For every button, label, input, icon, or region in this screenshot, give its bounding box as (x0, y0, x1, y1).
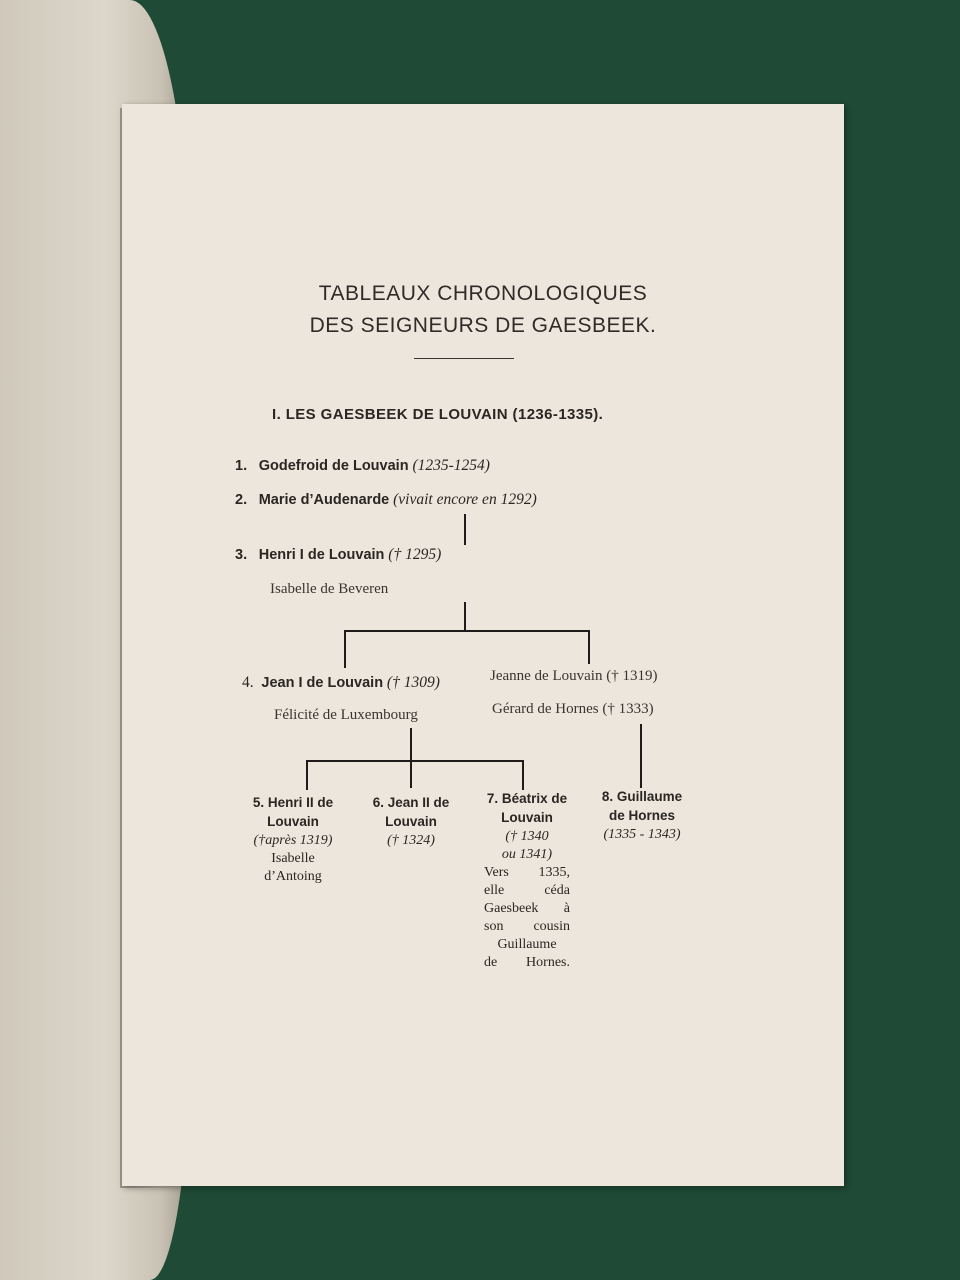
jeanne-entry: Jeanne de Louvain († 1319) (490, 668, 658, 684)
entry-3-name: Henri I de Louvain (258, 547, 385, 563)
child-6-title-1: 6. Jean II de (372, 795, 450, 810)
entry-4 (242, 674, 440, 692)
child-7-note-line-4: son cousin (484, 919, 570, 934)
child-7-note (484, 864, 570, 972)
child-8-title-2: de Hornes (608, 808, 676, 823)
child-6 (356, 794, 466, 850)
entry-2 (235, 491, 537, 509)
section-heading: I. LES GAESBEEK DE LOUVAIN (1236-1335). (272, 406, 604, 423)
child-5-spouse-2: d’Antoing (264, 869, 322, 884)
line-to-jeanne (588, 630, 590, 664)
entry-3-spouse: Isabelle de Beveren (270, 581, 389, 597)
child-7-title-2: Louvain (501, 810, 553, 825)
child-5-title-1: 5. Henri II de (252, 795, 334, 810)
entry-3-dates: († 1295) (388, 546, 442, 563)
line-3-down (464, 602, 466, 632)
line-2-to-3 (464, 514, 466, 545)
entry-2-dates: (vivait encore en 1292) (393, 491, 537, 508)
line-3-branch (344, 630, 590, 632)
child-5-spouse-1: Isabelle (271, 851, 315, 866)
line-to-child-5 (306, 760, 308, 790)
line-to-child-7 (522, 760, 524, 790)
entry-1-name: Godefroid de Louvain (258, 458, 409, 474)
page-title-line-2: DES SEIGNEURS DE GAESBEEK. (309, 314, 657, 337)
entry-1-dates: (1235-1254) (412, 457, 490, 474)
entry-2-number: 2. (235, 492, 248, 508)
entry-2-name: Marie d’Audenarde (258, 492, 390, 508)
child-7-note-line-2: elle céda (484, 883, 570, 898)
child-7 (472, 790, 582, 972)
line-to-entry-4 (344, 630, 346, 668)
entry-4-spouse: Félicité de Luxembourg (274, 707, 418, 723)
child-5 (234, 794, 352, 886)
entry-1 (235, 457, 490, 475)
child-8-title-1: 8. Guillaume (601, 789, 683, 804)
child-6-dates: († 1324) (387, 833, 435, 848)
line-4-down (410, 728, 412, 762)
child-5-title-2: Louvain (267, 814, 319, 829)
child-7-title-1: 7. Béatrix de (486, 791, 568, 806)
entry-4-name: Jean I de Louvain (261, 675, 384, 691)
child-5-dates: (†après 1319) (253, 833, 333, 848)
jeanne-spouse: Gérard de Hornes († 1333) (492, 701, 654, 717)
entry-1-number: 1. (235, 458, 248, 474)
child-7-note-line-3: Gaesbeek à (484, 901, 570, 916)
child-7-note-line-6: de Hornes. (484, 955, 570, 970)
child-7-dates-2: ou 1341) (501, 847, 553, 862)
line-to-child-6 (410, 760, 412, 788)
line-to-child-8 (640, 724, 642, 788)
book-page (122, 104, 844, 1186)
entry-4-dates: († 1309) (386, 674, 440, 691)
child-8 (582, 788, 702, 844)
child-8-dates: (1335 - 1343) (603, 827, 681, 842)
child-7-note-line-1: Vers 1335, (484, 865, 570, 880)
entry-3 (235, 546, 441, 564)
line-4-branch (306, 760, 524, 762)
page-title-line-1: TABLEAUX CHRONOLOGIQUES (318, 282, 648, 305)
entry-4-number: 4. (242, 674, 254, 691)
child-6-title-2: Louvain (385, 814, 437, 829)
child-7-dates-1: († 1340 (505, 829, 549, 844)
title-divider (414, 358, 514, 359)
entry-3-number: 3. (235, 547, 248, 563)
child-7-note-line-5: Guillaume (497, 937, 557, 952)
